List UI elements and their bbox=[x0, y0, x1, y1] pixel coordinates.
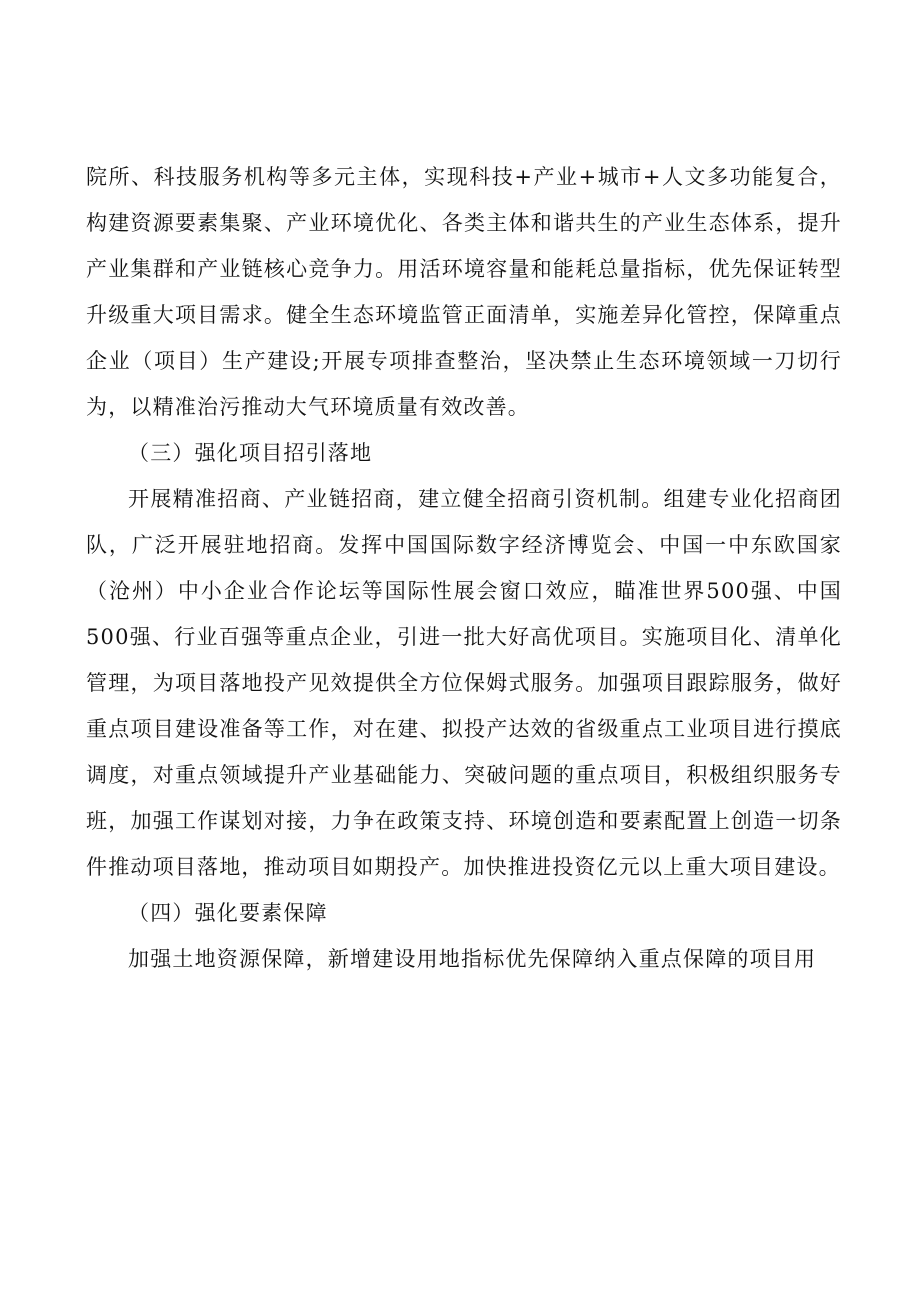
section-heading-4: （四）强化要素保障 bbox=[128, 901, 328, 925]
document-body bbox=[86, 154, 842, 982]
section-heading-3: （三）强化项目招引落地 bbox=[128, 441, 373, 465]
paragraph-project-attraction: 开展精准招商、产业链招商，建立健全招商引资机制。组建专业化招商团队，广泛开展驻地招商。发挥中国国际数字经济博览会、中国一中东欧国家（沧州）中小企业合作论坛等国际性展会窗口效应，瞄准世界500强、中国500强、行业百强等重点企业，引进一批大好高优项目。实施项目化、清单化管理，为项目落地投产见效提供全方位保姆式服务。加强项目跟踪服务，做好重点项目建设准备等工作，对在建、拟投产达效的省级重点工业项目进行摸底调度，对重点领域提升产业基础能力、突破问题的重点项目，积极组织服务专班，加强工作谋划对接，力争在政策支持、环境创造和要素配置上创造一切条件推动项目落地，推动项目如期投产。加快推进投资亿元以上重大项目建设。 bbox=[86, 487, 842, 879]
paragraph-factor-guarantee: 加强土地资源保障，新增建设用地指标优先保障纳入重点保障的项目用 bbox=[128, 947, 817, 971]
paragraph-continued: 院所、科技服务机构等多元主体，实现科技+产业+城市+人文多功能复合，构建资源要素集聚、产业环境优化、各类主体和谐共生的产业生态体系，提升产业集群和产业链核心竞争力。用活环境容量和能耗总量指标，优先保证转型升级重大项目需求。健全生态环境监管正面清单，实施差异化管控，保障重点企业（项目）生产建设;开展专项排查整治，坚决禁止生态环境领域一刀切行为，以精准治污推动大气环境质量有效改善。 bbox=[86, 165, 842, 419]
